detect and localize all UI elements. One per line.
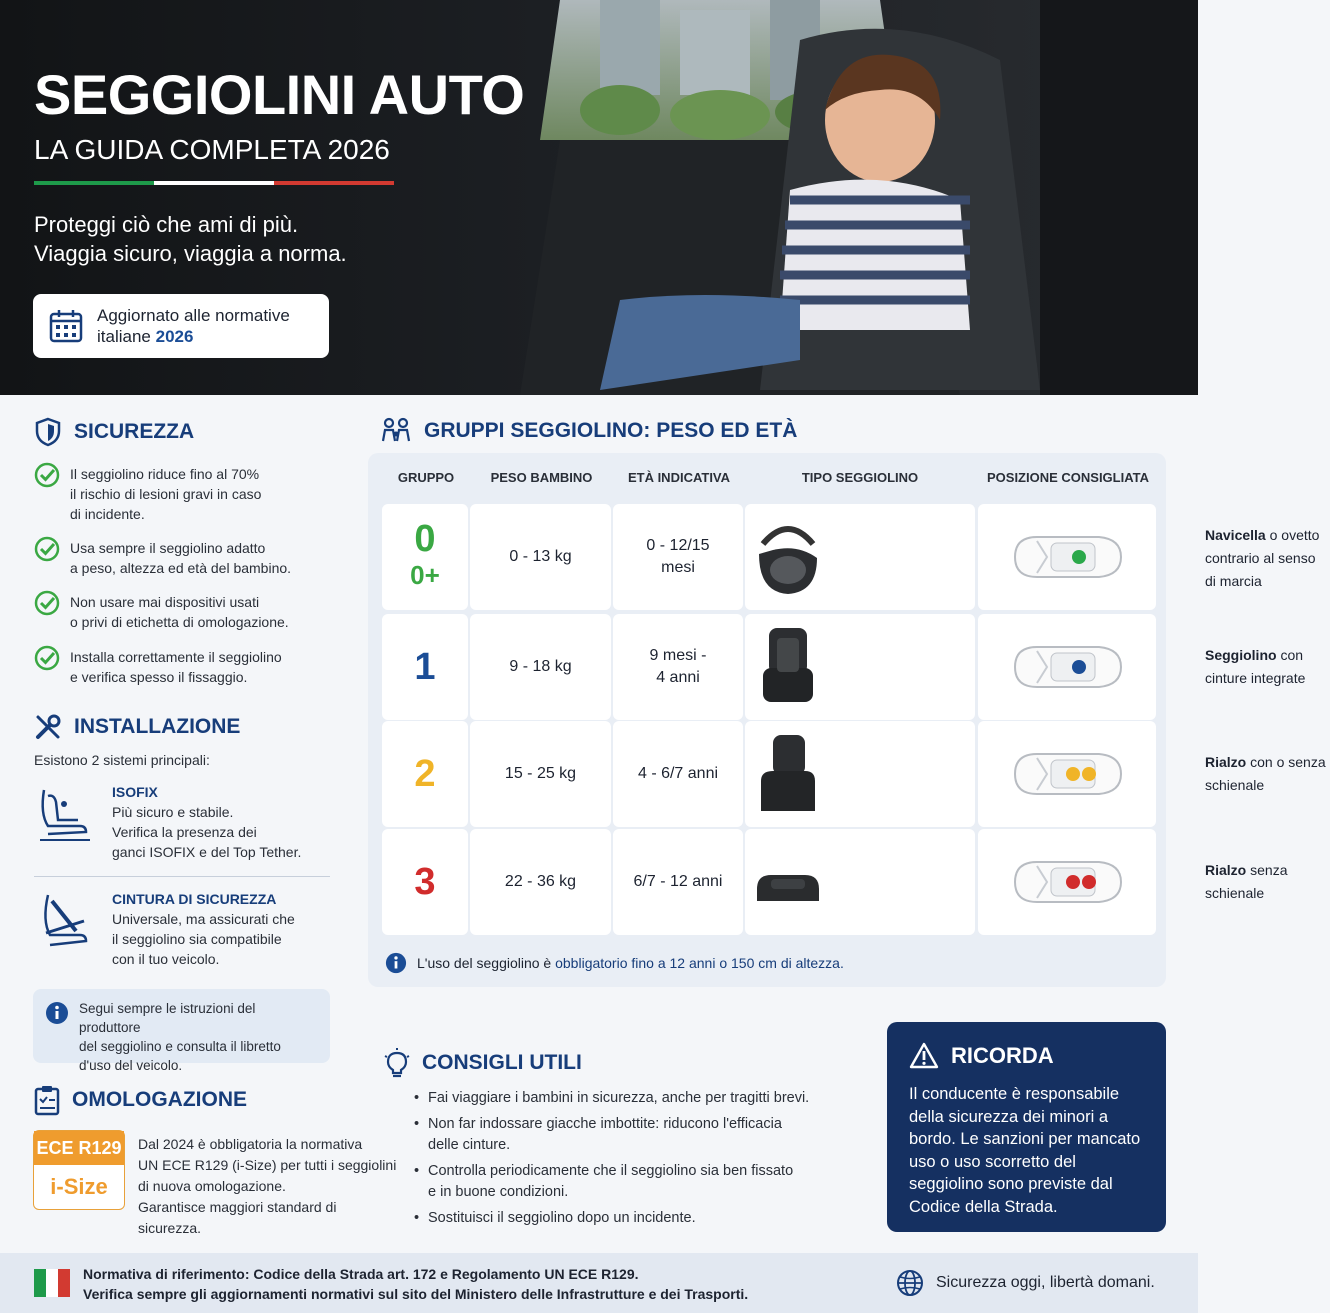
- table-row: 2 15 - 25 kg 4 - 6/7 anni Rialzo con o senza schienale: [382, 721, 1156, 827]
- installazione-heading: INSTALLAZIONE: [34, 713, 240, 741]
- peso-value: 9 - 18 kg: [509, 658, 572, 675]
- sicurezza-item: Installa correttamente il seggiolino e verifica spesso il fissaggio.: [34, 647, 282, 687]
- isofix-title: ISOFIX: [112, 784, 158, 800]
- seatbelt-seat-icon: [34, 891, 96, 953]
- hero-title: SEGGIOLINI AUTO: [34, 63, 525, 126]
- isofix-block: ISOFIX Più sicuro e stabile. Verifica la presenza dei ganci ISOFIX e del Top Tether.: [34, 784, 301, 862]
- ricorda-box: RICORDA Il conducente è responsabile della sicurezza dei minori a bordo. Le sanzioni per mancato uso o uso scorretto del seggiolino sono previste dal Codice della Strada.: [887, 1022, 1166, 1232]
- col-header-gruppo: GRUPPO: [397, 470, 455, 485]
- divider: [34, 876, 330, 877]
- info-icon: [45, 1001, 69, 1025]
- tools-icon: [34, 713, 62, 741]
- eta-value: 9 mesi -: [649, 647, 707, 664]
- peso-value: 0 - 13 kg: [509, 548, 572, 565]
- family-icon: [380, 417, 412, 445]
- info-icon: [385, 952, 407, 974]
- gruppi-heading: GRUPPI SEGGIOLINO: PESO ED ETÀ: [380, 417, 797, 445]
- car-position-diagram: [1007, 531, 1127, 583]
- group-number: 1: [414, 646, 436, 688]
- peso-value: 15 - 25 kg: [504, 765, 577, 782]
- check-circle-icon: [34, 645, 60, 671]
- globe-icon: [896, 1269, 924, 1297]
- eta-value: 6/7 - 12 anni: [633, 873, 723, 890]
- ricorda-text: Il conducente è responsabile della sicurezza dei minori a bordo. Le sanzioni per mancato uso o uso scorretto del seggiolino sono previste dal Codice della Strada.: [909, 1085, 1141, 1216]
- footer-slogan: Sicurezza oggi, libertà domani.: [896, 1269, 1155, 1297]
- car-position-diagram: [1007, 856, 1127, 908]
- col-header-tipo: TIPO SEGGIOLINO: [801, 470, 919, 485]
- infant-carrier-image: [753, 514, 823, 600]
- table-row: 3 22 - 36 kg 6/7 - 12 anni Rialzo senza schienale: [382, 829, 1156, 935]
- group-number: 3: [414, 861, 436, 903]
- list-item: • Fai viaggiare i bambini in sicurezza, anche per tragitti brevi.: [414, 1088, 809, 1109]
- installazione-note: Segui sempre le istruzioni del produttore del seggiolino e consulta il libretto d'uso del veicolo.: [33, 989, 330, 1063]
- lightbulb-icon: [384, 1048, 410, 1078]
- group-number: 2: [414, 753, 436, 795]
- sicurezza-item: Il seggiolino riduce fino al 70% il rischio di lesioni gravi in caso di incidente.: [34, 464, 261, 524]
- col-header-posizione: POSIZIONE CONSIGLIATA: [986, 470, 1150, 485]
- booster-with-back-image: [753, 731, 823, 817]
- check-circle-icon: [34, 590, 60, 616]
- omologazione-text: Dal 2024 è obbligatoria la normativa UN ECE R129 (i-Size) per tutti i seggiolini di nuova omologazione. Garantisce maggiori standard di sicurezza.: [138, 1136, 397, 1236]
- consigli-heading: CONSIGLI UTILI: [384, 1048, 582, 1078]
- update-badge: Aggiornato alle normative italiane 2026: [33, 294, 329, 358]
- group-number-sub: 0+: [410, 560, 440, 590]
- car-position-diagram: [1007, 748, 1127, 800]
- check-circle-icon: [34, 462, 60, 488]
- cintura-block: CINTURA DI SICUREZZA Universale, ma assicurati che il seggiolino sia compatibile con il tuo veicolo.: [34, 891, 295, 969]
- eta-value: 4 - 6/7 anni: [637, 765, 719, 782]
- group-number: 0: [414, 518, 436, 560]
- booster-cushion-image: [753, 839, 823, 925]
- clipboard-icon: [34, 1085, 60, 1115]
- shield-icon: [34, 417, 62, 447]
- table-row: 0 0+ 0 - 13 kg 0 - 12/15 mesi Navicella o ovetto contrario al senso di marcia: [382, 504, 1156, 610]
- isofix-seat-icon: [34, 784, 96, 846]
- list-item: • Controlla periodicamente che il seggiolino sia ben fissato e in buone condizioni.: [414, 1161, 809, 1203]
- cintura-title: CINTURA DI SICUREZZA: [112, 891, 277, 907]
- italian-flag-line: [34, 181, 394, 185]
- col-header-peso: PESO BAMBINO: [490, 470, 593, 485]
- calendar-icon: [49, 309, 83, 343]
- italian-flag-icon: [34, 1269, 70, 1297]
- peso-value: 22 - 36 kg: [504, 873, 577, 890]
- ece-r129-badge: ECE R129 i-Size: [33, 1130, 125, 1210]
- hero-banner: [0, 0, 1198, 395]
- consigli-list: [414, 1088, 809, 1234]
- hero-subtitle: LA GUIDA COMPLETA 2026: [34, 134, 390, 165]
- check-circle-icon: [34, 536, 60, 562]
- col-header-eta: ETÀ INDICATIVA: [627, 470, 731, 485]
- table-row: 1 9 - 18 kg 9 mesi - 4 anni Seggiolino con cinture integrate: [382, 614, 1156, 720]
- sicurezza-item: Usa sempre il seggiolino adatto a peso, altezza ed età del bambino.: [34, 538, 291, 578]
- footer-text: Normativa di riferimento: Codice della Strada art. 172 e Regolamento UN ECE R129. Verifica sempre gli aggiornamenti normativi sul sito del Ministero delle Infrastrutture e dei Trasporti.: [83, 1266, 749, 1302]
- warning-icon: [909, 1042, 939, 1069]
- sicurezza-item: Non usare mai dispositivi usati o privi di etichetta di omologazione.: [34, 592, 289, 632]
- installazione-intro: Esistono 2 sistemi principali:: [34, 752, 210, 768]
- eta-value: 0 - 12/15: [646, 537, 710, 554]
- sicurezza-heading: SICUREZZA: [34, 417, 194, 447]
- list-item: • Non far indossare giacche imbottite: riducono l'efficacia delle cinture.: [414, 1114, 809, 1156]
- list-item: • Sostituisci il seggiolino dopo un incidente.: [414, 1208, 809, 1229]
- hero-tagline: Proteggi ciò che ami di più. Viaggia sicuro, viaggia a norma.: [34, 212, 347, 266]
- omologazione-heading: OMOLOGAZIONE: [34, 1085, 247, 1115]
- footer: [0, 1253, 1198, 1313]
- harness-seat-image: [753, 624, 823, 710]
- gruppi-info: L'uso del seggiolino è obbligatorio fino a 12 anni o 150 cm di altezza.: [385, 952, 844, 974]
- car-position-diagram: [1007, 641, 1127, 693]
